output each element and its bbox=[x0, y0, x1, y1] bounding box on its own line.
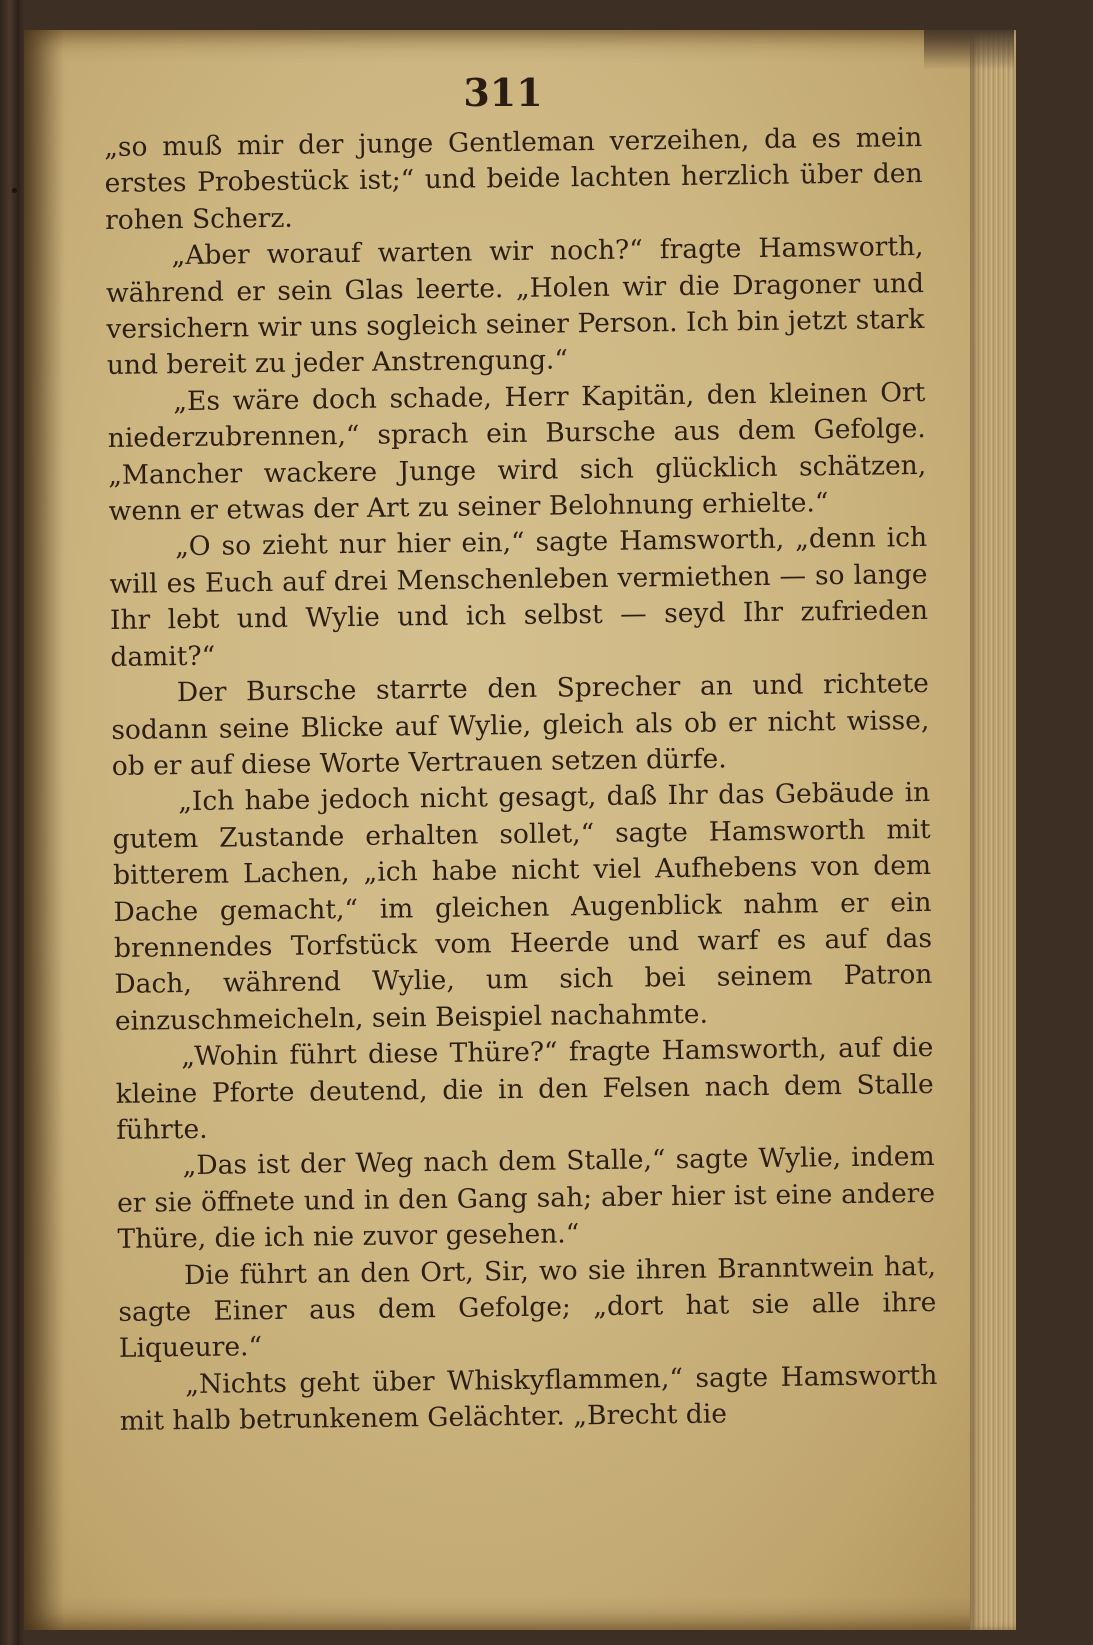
paragraph: „O so zieht nur hier ein,“ sagte Hamsworth, „denn ich will es Euch auf drei Menschenleben vermiethen — so lange Ihr lebt und Wylie und ich selbst — seyd Ihr zufrieden damit?“ bbox=[109, 522, 929, 673]
paragraph: „Ich habe jedoch nicht gesagt, daß Ihr das Gebäude in gutem Zustande erhalten sollet,“ sagte Hamsworth mit bitterem Lachen, „ich habe nicht viel Aufhebens von dem Dache gemacht,“ im gleichen Augenblick nahm er ein brennendes Torfstück vom Heerde und warf es auf das Dach, während Wylie, um sich bei seinem Patron einzuschmeicheln, sein Beispiel nachahmte. bbox=[112, 777, 933, 1037]
paragraph: „Es wäre doch schade, Herr Kapitän, den kleinen Ort niederzubrennen,“ sprach ein Bursche aus dem Gefolge. „Mancher wackere Junge wird sich glücklich schätzen, wenn er etwas der Art zu seiner Belohnung erhielte.“ bbox=[107, 376, 927, 528]
paragraph: „so muß mir der junge Gentleman verzeihen, da es mein erstes Probestück ist;“ und beide lachten herzlich über den rohen Scherz. bbox=[104, 122, 923, 236]
page-edges bbox=[970, 30, 1016, 1630]
margin-mark bbox=[12, 188, 17, 193]
paragraph: „Aber worauf warten wir noch?“ fragte Hamsworth, während er sein Glas leerte. „Holen wir die Dragoner und versichern wir uns sogleich seiner Person. Ich bin jetzt stark und bereit zu jeder Anstrengung.“ bbox=[105, 231, 925, 382]
page-number: 311 bbox=[463, 70, 543, 115]
paragraph: Die führt an den Ort, Sir, wo sie ihren Branntwein hat, sagte Einer aus dem Gefolge; „dort hat sie alle ihre Liqueure.“ bbox=[118, 1250, 937, 1365]
paragraph: „Wohin führt diese Thüre?“ fragte Hamsworth, auf die kleine Pforte deutend, die in den Felsen nach dem Stalle führte. bbox=[115, 1032, 934, 1146]
page-gutter-shadow bbox=[24, 30, 64, 1630]
paragraph: „Das ist der Weg nach dem Stalle,“ sagte Wylie, indem er sie öffnete und in den Gang sah; aber hier ist eine andere Thüre, die ich nie zuvor gesehen.“ bbox=[116, 1141, 936, 1256]
body-text bbox=[104, 120, 938, 1441]
paragraph: „Nichts geht über Whiskyflammen,“ sagte Hamsworth mit halb betrunkenem Gelächter. „Brecht die bbox=[119, 1359, 938, 1438]
paragraph: Der Bursche starrte den Sprecher an und richtete sodann seine Blicke auf Wylie, gleich als ob er nicht wisse, ob er auf diese Worte Vertrauen setzen dürfe. bbox=[111, 668, 930, 782]
page-corner-shadow bbox=[924, 30, 1014, 70]
